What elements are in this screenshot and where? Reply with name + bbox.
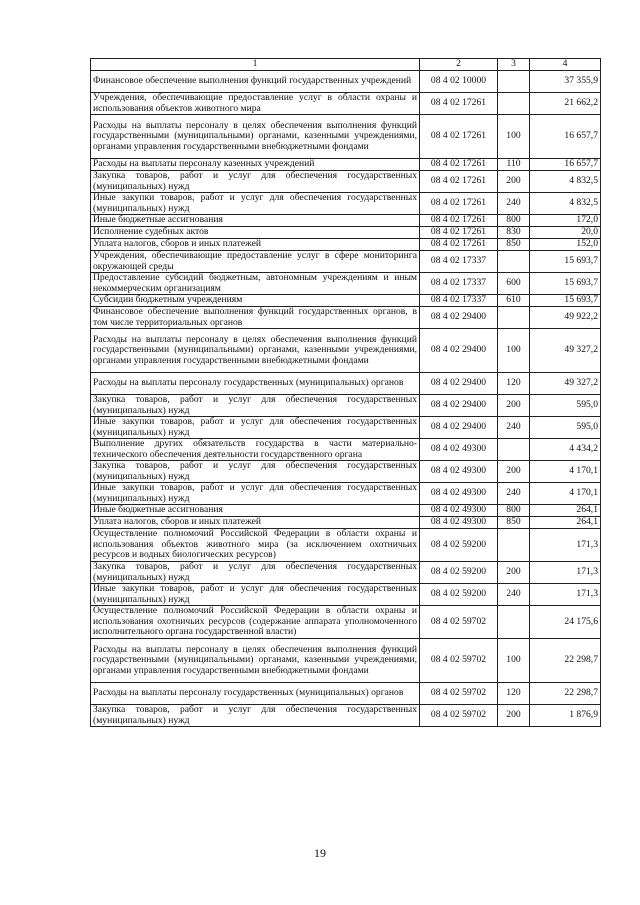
table-row bbox=[91, 295, 601, 307]
row-sum-cell: 171,3 bbox=[530, 529, 601, 562]
row-expense-type-cell: 100 bbox=[498, 639, 530, 683]
row-name-cell: Иные закупки товаров, работ и услуг для обеспечения государственных (муниципальных) нужд bbox=[91, 417, 420, 439]
row-name-cell: Закупка товаров, работ и услуг для обеспечения государственных (муниципальных) нужд bbox=[91, 171, 420, 193]
row-code-cell: 08 4 02 17261 bbox=[420, 93, 498, 115]
row-expense-type-cell bbox=[498, 251, 530, 273]
row-expense-type-cell: 800 bbox=[498, 505, 530, 517]
row-expense-type-cell: 120 bbox=[498, 683, 530, 705]
table-row bbox=[91, 639, 601, 683]
row-sum-cell: 37 355,9 bbox=[530, 71, 601, 93]
table-row bbox=[91, 529, 601, 562]
table-row bbox=[91, 562, 601, 584]
row-sum-cell: 4 170,1 bbox=[530, 461, 601, 483]
header-cell-code: 2 bbox=[420, 59, 498, 71]
row-code-cell: 08 4 02 59200 bbox=[420, 529, 498, 562]
row-expense-type-cell: 200 bbox=[498, 705, 530, 727]
row-sum-cell: 4 170,1 bbox=[530, 483, 601, 505]
row-name-cell: Иные закупки товаров, работ и услуг для обеспечения государственных (муниципальных) нужд bbox=[91, 584, 420, 606]
row-sum-cell: 595,0 bbox=[530, 417, 601, 439]
row-name-cell: Субсидии бюджетным учреждениям bbox=[91, 295, 420, 307]
row-sum-cell: 172,0 bbox=[530, 215, 601, 227]
row-expense-type-cell bbox=[498, 606, 530, 639]
row-code-cell: 08 4 02 49300 bbox=[420, 517, 498, 529]
row-name-cell: Финансовое обеспечение выполнения функций государственных органов, в том числе территориальных органов bbox=[91, 307, 420, 329]
table-row bbox=[91, 227, 601, 239]
row-expense-type-cell bbox=[498, 529, 530, 562]
row-code-cell: 08 4 02 59702 bbox=[420, 639, 498, 683]
row-sum-cell: 264,1 bbox=[530, 517, 601, 529]
row-name-cell: Закупка товаров, работ и услуг для обеспечения государственных (муниципальных) нужд bbox=[91, 562, 420, 584]
row-expense-type-cell: 850 bbox=[498, 517, 530, 529]
row-code-cell: 08 4 02 29400 bbox=[420, 373, 498, 395]
row-sum-cell: 16 657,7 bbox=[530, 159, 601, 171]
row-code-cell: 08 4 02 17261 bbox=[420, 227, 498, 239]
budget-table-container bbox=[90, 58, 600, 727]
row-sum-cell: 595,0 bbox=[530, 395, 601, 417]
row-name-cell: Закупка товаров, работ и услуг для обеспечения государственных (муниципальных) нужд bbox=[91, 461, 420, 483]
row-name-cell: Учреждения, обеспечивающие предоставление услуг в области охраны и использования объектов животного мира bbox=[91, 93, 420, 115]
row-name-cell: Иные закупки товаров, работ и услуг для обеспечения государственных (муниципальных) нужд bbox=[91, 193, 420, 215]
row-sum-cell: 49 327,2 bbox=[530, 373, 601, 395]
table-row bbox=[91, 239, 601, 251]
row-code-cell: 08 4 02 29400 bbox=[420, 329, 498, 373]
row-code-cell: 08 4 02 17337 bbox=[420, 251, 498, 273]
row-code-cell: 08 4 02 29400 bbox=[420, 417, 498, 439]
table-row bbox=[91, 606, 601, 639]
row-code-cell: 08 4 02 17261 bbox=[420, 215, 498, 227]
table-row bbox=[91, 461, 601, 483]
table-row bbox=[91, 584, 601, 606]
table-row bbox=[91, 215, 601, 227]
row-expense-type-cell: 200 bbox=[498, 461, 530, 483]
row-expense-type-cell: 120 bbox=[498, 373, 530, 395]
row-name-cell: Расходы на выплаты персоналу казенных учреждений bbox=[91, 159, 420, 171]
table-row bbox=[91, 171, 601, 193]
page-number: 19 bbox=[314, 846, 326, 860]
row-name-cell: Предоставление субсидий бюджетным, автономным учреждениям и иным некоммерческим организациям bbox=[91, 273, 420, 295]
row-expense-type-cell: 240 bbox=[498, 483, 530, 505]
row-sum-cell: 24 175,6 bbox=[530, 606, 601, 639]
row-name-cell: Расходы на выплаты персоналу в целях обеспечения выполнения функций государственными (муниципальными) органами, казенными учреждениями, органами управления государственными внебюджетными фондами bbox=[91, 115, 420, 159]
row-code-cell: 08 4 02 49300 bbox=[420, 483, 498, 505]
row-sum-cell: 4 832,5 bbox=[530, 171, 601, 193]
row-code-cell: 08 4 02 17261 bbox=[420, 159, 498, 171]
row-name-cell: Уплата налогов, сборов и иных платежей bbox=[91, 239, 420, 251]
row-name-cell: Закупка товаров, работ и услуг для обеспечения государственных (муниципальных) нужд bbox=[91, 395, 420, 417]
row-name-cell: Осуществление полномочий Российской Федерации в области охраны и использования объектов животного мира (за исключением охотничьих ресурсов и водных биологических ресурсов) bbox=[91, 529, 420, 562]
table-row bbox=[91, 307, 601, 329]
row-code-cell: 08 4 02 49300 bbox=[420, 439, 498, 461]
table-row bbox=[91, 417, 601, 439]
row-expense-type-cell bbox=[498, 93, 530, 115]
row-code-cell: 08 4 02 59702 bbox=[420, 606, 498, 639]
row-expense-type-cell: 850 bbox=[498, 239, 530, 251]
row-sum-cell: 152,0 bbox=[530, 239, 601, 251]
row-expense-type-cell: 110 bbox=[498, 159, 530, 171]
header-row bbox=[91, 59, 601, 71]
table-row bbox=[91, 373, 601, 395]
row-sum-cell: 4 832,5 bbox=[530, 193, 601, 215]
row-name-cell: Уплата налогов, сборов и иных платежей bbox=[91, 517, 420, 529]
table-row bbox=[91, 483, 601, 505]
row-name-cell: Закупка товаров, работ и услуг для обеспечения государственных (муниципальных) нужд bbox=[91, 705, 420, 727]
table-row bbox=[91, 395, 601, 417]
row-expense-type-cell: 200 bbox=[498, 395, 530, 417]
row-code-cell: 08 4 02 17261 bbox=[420, 193, 498, 215]
row-code-cell: 08 4 02 59200 bbox=[420, 584, 498, 606]
header-cell-expense-type: 3 bbox=[498, 59, 530, 71]
row-sum-cell: 4 434,2 bbox=[530, 439, 601, 461]
row-name-cell: Выполнение других обязательств государства в части материально-технического обеспечения деятельности государственного органа bbox=[91, 439, 420, 461]
row-expense-type-cell: 240 bbox=[498, 584, 530, 606]
table-row bbox=[91, 115, 601, 159]
row-name-cell: Учреждения, обеспечивающие предоставление услуг в сфере мониторинга окружающей среды bbox=[91, 251, 420, 273]
row-expense-type-cell: 830 bbox=[498, 227, 530, 239]
row-expense-type-cell: 800 bbox=[498, 215, 530, 227]
table-row bbox=[91, 705, 601, 727]
table-row bbox=[91, 93, 601, 115]
table-row bbox=[91, 439, 601, 461]
row-expense-type-cell bbox=[498, 71, 530, 93]
table-row bbox=[91, 505, 601, 517]
row-expense-type-cell: 240 bbox=[498, 193, 530, 215]
row-sum-cell: 1 876,9 bbox=[530, 705, 601, 727]
row-code-cell: 08 4 02 29400 bbox=[420, 307, 498, 329]
row-sum-cell: 49 922,2 bbox=[530, 307, 601, 329]
row-name-cell: Осуществление полномочий Российской Федерации в области охраны и использования охотничьих ресурсов (содержание аппарата уполномоченного исполнительного органа государственной власти) bbox=[91, 606, 420, 639]
row-code-cell: 08 4 02 59702 bbox=[420, 705, 498, 727]
row-sum-cell: 171,3 bbox=[530, 562, 601, 584]
row-code-cell: 08 4 02 17261 bbox=[420, 239, 498, 251]
row-sum-cell: 15 693,7 bbox=[530, 273, 601, 295]
row-name-cell: Расходы на выплаты персоналу государственных (муниципальных) органов bbox=[91, 683, 420, 705]
row-expense-type-cell: 200 bbox=[498, 562, 530, 584]
row-sum-cell: 264,1 bbox=[530, 505, 601, 517]
row-expense-type-cell: 600 bbox=[498, 273, 530, 295]
row-name-cell: Иные бюджетные ассигнования bbox=[91, 505, 420, 517]
row-expense-type-cell: 240 bbox=[498, 417, 530, 439]
row-name-cell: Финансовое обеспечение выполнения функций государственных учреждений bbox=[91, 71, 420, 93]
row-sum-cell: 15 693,7 bbox=[530, 251, 601, 273]
row-sum-cell: 16 657,7 bbox=[530, 115, 601, 159]
row-name-cell: Расходы на выплаты персоналу в целях обеспечения выполнения функций государственными (муниципальными) органами, казенными учреждениями, органами управления государственными внебюджетными фондами bbox=[91, 329, 420, 373]
row-expense-type-cell: 200 bbox=[498, 171, 530, 193]
table-row bbox=[91, 683, 601, 705]
row-expense-type-cell bbox=[498, 439, 530, 461]
header-cell-sum: 4 bbox=[530, 59, 601, 71]
table-row bbox=[91, 273, 601, 295]
table-row bbox=[91, 71, 601, 93]
row-sum-cell: 49 327,2 bbox=[530, 329, 601, 373]
row-expense-type-cell: 100 bbox=[498, 329, 530, 373]
row-sum-cell: 171,3 bbox=[530, 584, 601, 606]
table-row bbox=[91, 251, 601, 273]
row-sum-cell: 20,0 bbox=[530, 227, 601, 239]
table-row bbox=[91, 159, 601, 171]
table-row bbox=[91, 193, 601, 215]
row-name-cell: Иные бюджетные ассигнования bbox=[91, 215, 420, 227]
budget-table bbox=[90, 58, 601, 727]
row-name-cell: Расходы на выплаты персоналу в целях обеспечения выполнения функций государственными (муниципальными) органами, казенными учреждениями, органами управления государственными внебюджетными фондами bbox=[91, 639, 420, 683]
table-row bbox=[91, 329, 601, 373]
header-cell-name: 1 bbox=[91, 59, 420, 71]
row-name-cell: Иные закупки товаров, работ и услуг для обеспечения государственных (муниципальных) нужд bbox=[91, 483, 420, 505]
row-name-cell: Расходы на выплаты персоналу государственных (муниципальных) органов bbox=[91, 373, 420, 395]
row-sum-cell: 22 298,7 bbox=[530, 639, 601, 683]
row-code-cell: 08 4 02 59200 bbox=[420, 562, 498, 584]
row-expense-type-cell: 100 bbox=[498, 115, 530, 159]
row-code-cell: 08 4 02 17337 bbox=[420, 273, 498, 295]
table-row bbox=[91, 517, 601, 529]
row-code-cell: 08 4 02 49300 bbox=[420, 505, 498, 517]
row-code-cell: 08 4 02 59702 bbox=[420, 683, 498, 705]
row-code-cell: 08 4 02 29400 bbox=[420, 395, 498, 417]
row-code-cell: 08 4 02 17337 bbox=[420, 295, 498, 307]
row-sum-cell: 22 298,7 bbox=[530, 683, 601, 705]
row-expense-type-cell: 610 bbox=[498, 295, 530, 307]
row-expense-type-cell bbox=[498, 307, 530, 329]
row-code-cell: 08 4 02 17261 bbox=[420, 171, 498, 193]
row-name-cell: Исполнение судебных актов bbox=[91, 227, 420, 239]
row-code-cell: 08 4 02 49300 bbox=[420, 461, 498, 483]
row-code-cell: 08 4 02 10000 bbox=[420, 71, 498, 93]
row-code-cell: 08 4 02 17261 bbox=[420, 115, 498, 159]
row-sum-cell: 21 662,2 bbox=[530, 93, 601, 115]
row-sum-cell: 15 693,7 bbox=[530, 295, 601, 307]
